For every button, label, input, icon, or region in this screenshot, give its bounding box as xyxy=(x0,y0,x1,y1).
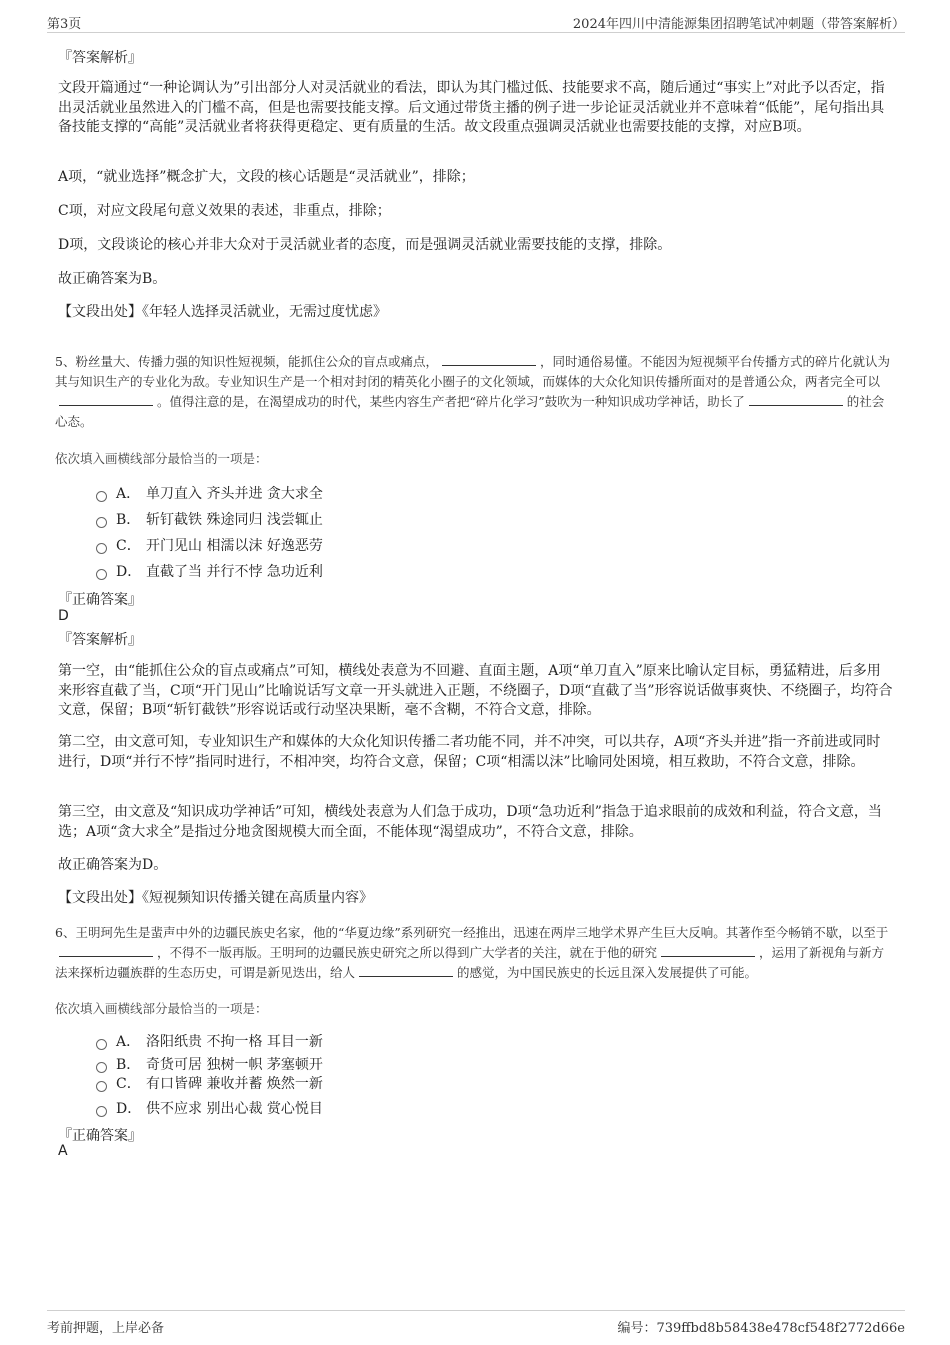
page-footer xyxy=(47,1310,905,1337)
option-d[interactable]: D． 直截了当 并行不悖 急功近利 xyxy=(96,560,323,582)
conclusion: 故正确答案为B。 xyxy=(58,271,167,287)
source: 【文段出处】《年轻人选择灵活就业，无需过度忧虑》 xyxy=(58,304,387,320)
analysis-label: 『答案解析』 xyxy=(58,50,142,66)
analysis-paragraph: 第三空，由文意及“知识成功学神话”可知，横线处表意为人们急于成功，D项“急功近利”指急于追求眼前的成效和利益，符合文意，当选；A项“贪大求全”是指过分地贪图规模大而全面，不能体现“渴望成功”，不符合文意，排除。 xyxy=(58,804,882,840)
option-b[interactable]: B． 奇货可居 独树一帜 茅塞顿开 xyxy=(96,1053,323,1075)
question-6-stem: 6、王明珂先生是蜚声中外的边疆民族史名家，他的“华夏边缘”系列研究一经推出，迅速在两岸三地学术界产生巨大反响。其著作至今畅销不歇，以至于，不得不一版再版。王明珂的边疆民族史研究之所以得到广大学者的关注，就在于他的研究 ，运用了新视角与新方法来探析边疆族群的生态历史，可谓是新见迭出，给人 的感觉，为中国民族史的长远且深入发展提供了可能。 xyxy=(55,925,889,980)
question-prompt: 依次填入画横线部分最恰当的一项是： xyxy=(55,451,268,466)
analysis-paragraph: 文段开篇通过“一种论调认为”引出部分人对灵活就业的看法，即认为其门槛过低、技能要求不高，随后通过“事实上”对此予以否定，指出灵活就业虽然进入的门槛不高，但是也需要技能支撑。后文通过带货主播的例子进一步论证灵活就业并不意味着“低能”，尾句指出具备技能支撑的“高能”灵活就业者将获得更稳定、更有质量的生活。故文段重点强调灵活就业也需要技能的支撑，对应B项。 xyxy=(58,80,885,135)
source: 【文段出处】《短视频知识传播关键在高质量内容》 xyxy=(58,890,373,906)
answer-blank xyxy=(661,944,755,957)
option-a[interactable]: A． 洛阳纸贵 不拘一格 耳目一新 xyxy=(96,1030,323,1052)
document-title: 2024年四川中清能源集团招聘笔试冲刺题（带答案解析） xyxy=(572,17,905,32)
option-a[interactable]: A． 单刀直入 齐头并进 贪大求全 xyxy=(96,482,323,504)
radio-icon[interactable] xyxy=(96,1081,107,1092)
correct-answer: D xyxy=(58,608,69,624)
answer-blank xyxy=(359,964,453,977)
option-b[interactable]: B． 斩钉截铁 殊途同归 浅尝辄止 xyxy=(96,508,323,530)
radio-icon[interactable] xyxy=(96,1062,107,1073)
document-id: 编号：739ffbd8b58438e478cf548f2772d66e xyxy=(617,1321,905,1336)
answer-blank xyxy=(442,353,536,366)
correct-answer-label: 『正确答案』 xyxy=(58,592,142,608)
radio-icon[interactable] xyxy=(96,1039,107,1050)
analysis-paragraph: D项，文段谈论的核心并非大众对于灵活就业者的态度，而是强调灵活就业需要技能的支撑，排除。 xyxy=(58,237,672,253)
answer-blank xyxy=(59,393,153,406)
analysis-paragraph: 第一空，由“能抓住公众的盲点或痛点”可知，横线处表意为不回避、直面主题，A项“单刀直入”原来比喻认定目标，勇猛精进，后多用来形容直截了当，C项“开门见山”比喻说话写文章一开头就进入正题，不绕圈子，D项“直截了当”形容说话做事爽快、不绕圈子，均符合文意，保留；B项“斩钉截铁”形容说话或行动坚决果断，毫不含糊，不符合文意，排除。 xyxy=(58,663,893,718)
radio-icon[interactable] xyxy=(96,1106,107,1117)
analysis-paragraph: A项，“就业选择”概念扩大，文段的核心话题是“灵活就业”，排除； xyxy=(58,169,475,185)
option-d[interactable]: D． 供不应求 别出心裁 赏心悦目 xyxy=(96,1097,323,1119)
answer-blank xyxy=(59,944,153,957)
radio-icon[interactable] xyxy=(96,491,107,502)
radio-icon[interactable] xyxy=(96,543,107,554)
footer-slogan: 考前押题，上岸必备 xyxy=(47,1321,165,1336)
correct-answer-label: 『正确答案』 xyxy=(58,1128,142,1144)
option-c[interactable]: C． 有口皆碑 兼收并蓄 焕然一新 xyxy=(96,1072,323,1094)
answer-blank xyxy=(749,393,843,406)
question-5-stem: 5、粉丝量大、传播力强的知识性短视频，能抓住公众的盲点或痛点， ，同时通俗易懂。不能因为短视频平台传播方式的碎片化就认为其与知识生产的专业化为敌。专业知识生产是一个相对封闭的精英化小圈子的文化领域，而媒体的大众化知识传播所面对的是普通公众，两者完全可以。值得注意的是，在渴望成功的时代，某些内容生产者把“碎片化学习”鼓吹为一种知识成功学神话，助长了 的社会心态。 xyxy=(55,354,890,429)
question-prompt: 依次填入画横线部分最恰当的一项是： xyxy=(55,1001,268,1016)
analysis-paragraph: C项，对应文段尾句意义效果的表述，非重点，排除； xyxy=(58,203,391,219)
analysis-label: 『答案解析』 xyxy=(58,632,142,648)
conclusion: 故正确答案为D。 xyxy=(58,857,168,873)
radio-icon[interactable] xyxy=(96,569,107,580)
page-number: 第3页 xyxy=(47,17,82,32)
radio-icon[interactable] xyxy=(96,517,107,528)
analysis-paragraph: 第二空，由文意可知，专业知识生产和媒体的大众化知识传播二者功能不同，并不冲突，可以共存，A项“齐头并进”指一齐前进或同时进行，D项“并行不悖”指同时进行，不相冲突，均符合文意，保留；C项“相濡以沫”比喻同处困境，相互救助，不符合文意，排除。 xyxy=(58,734,881,770)
page-header xyxy=(47,10,905,33)
correct-answer: A xyxy=(58,1143,68,1159)
option-c[interactable]: C． 开门见山 相濡以沫 好逸恶劳 xyxy=(96,534,323,556)
